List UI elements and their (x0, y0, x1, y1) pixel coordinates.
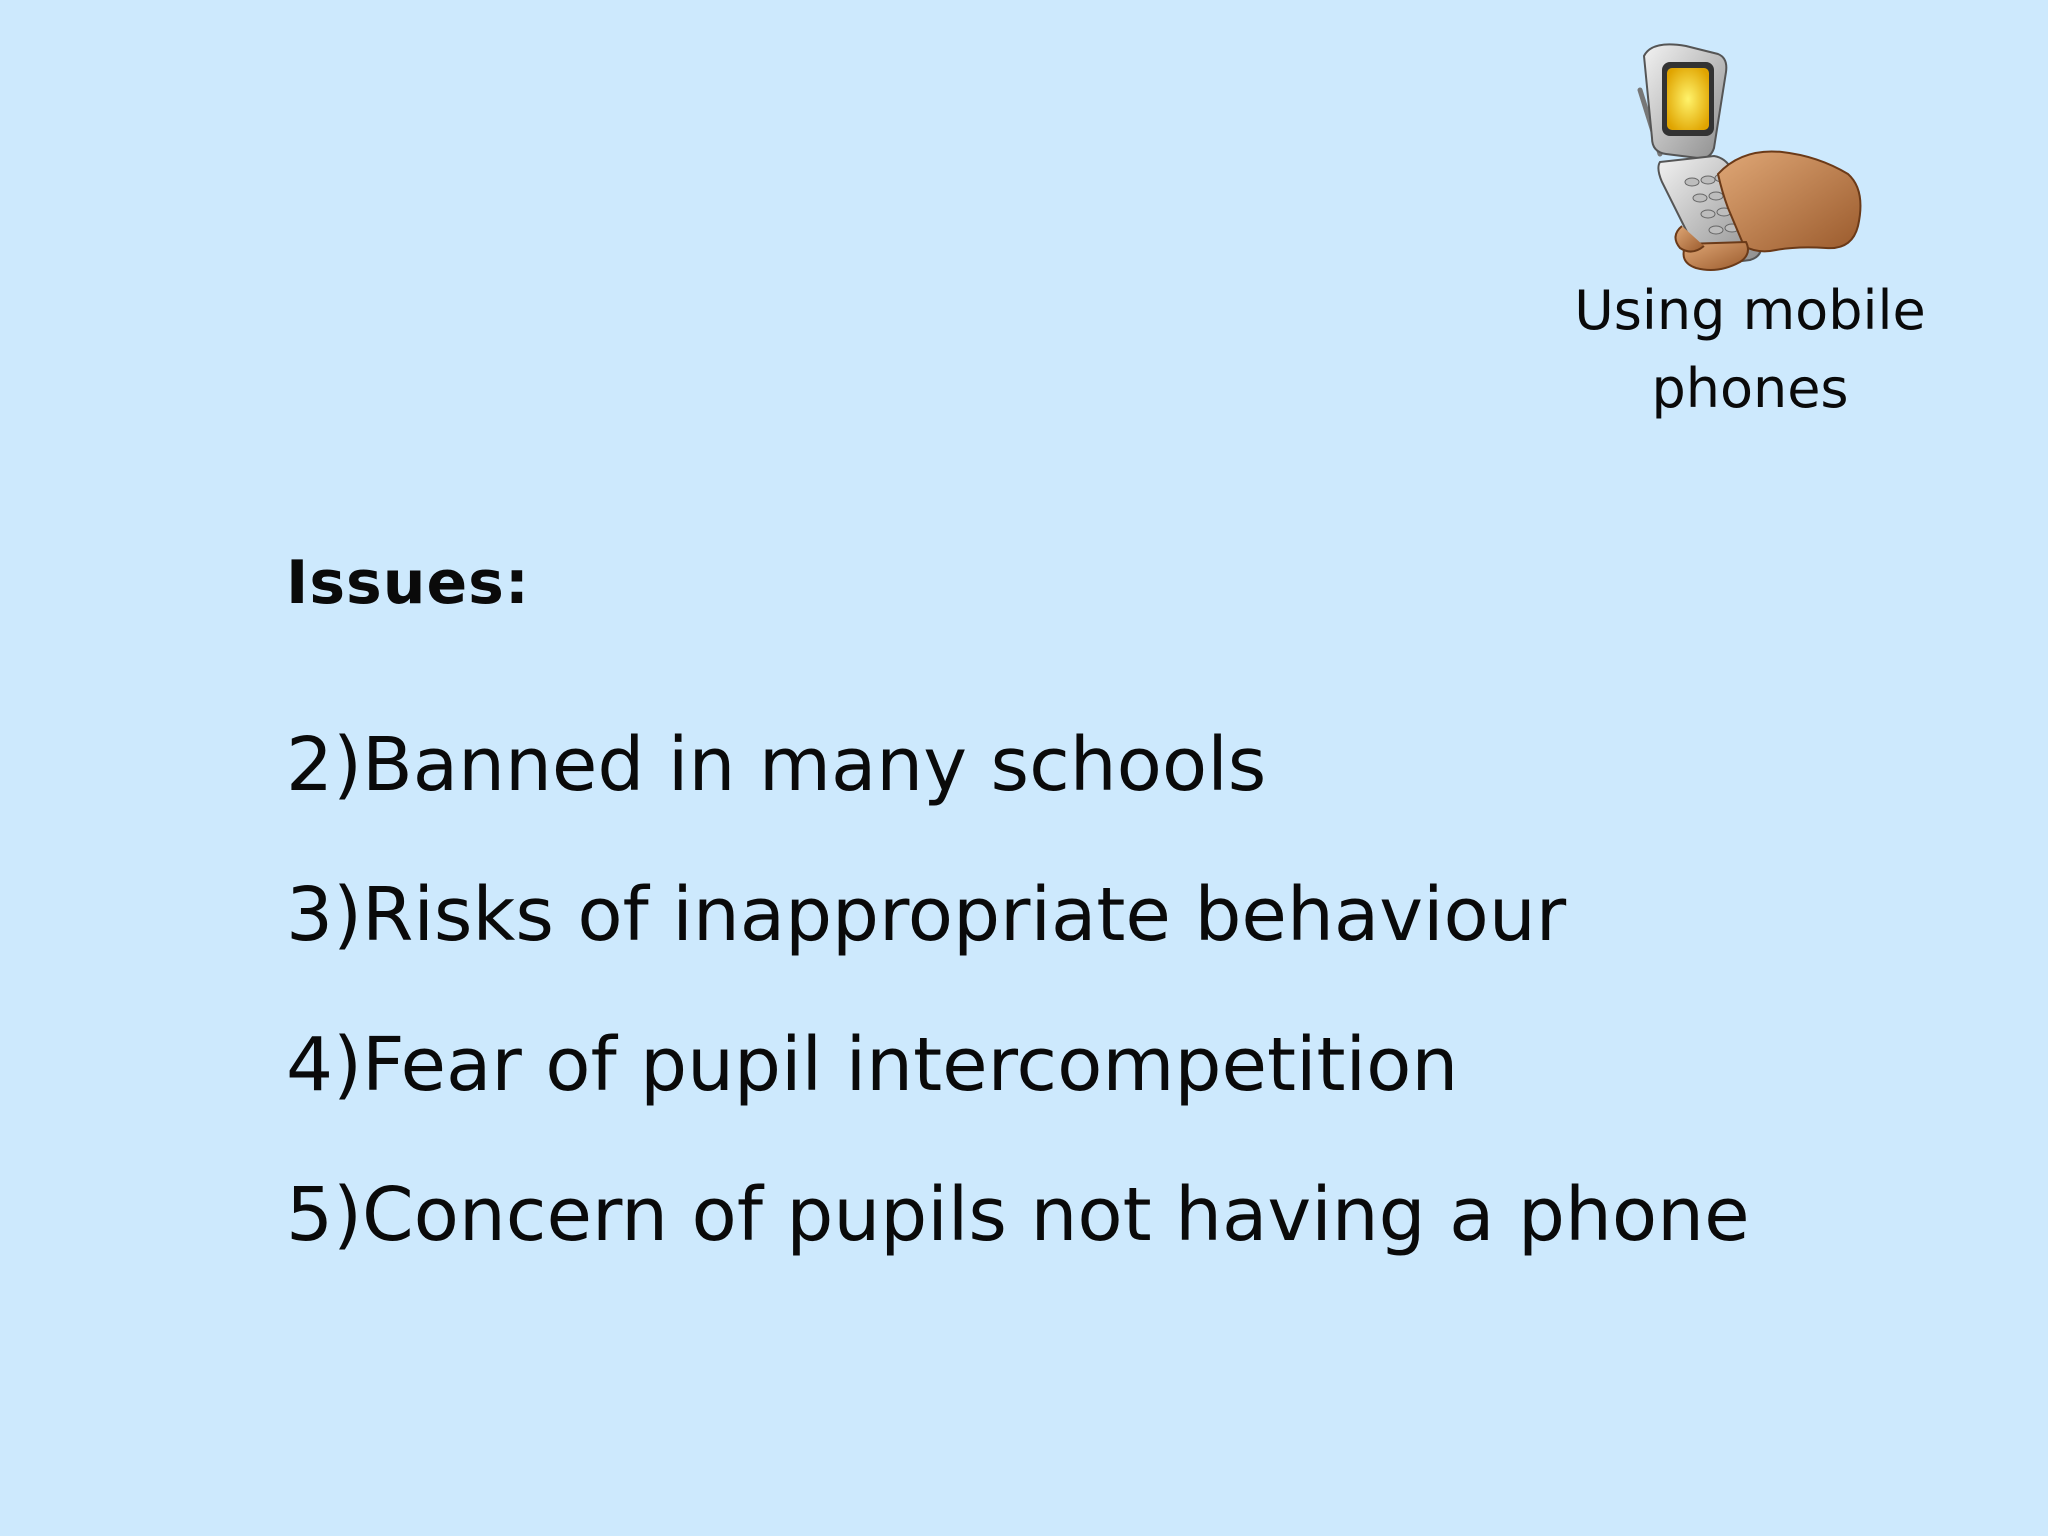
issues-list (286, 690, 1750, 1290)
list-item: 3)Risks of inappropriate behaviour (286, 872, 1567, 958)
issues-heading: Issues: (286, 548, 530, 618)
caption-line-2: phones (1651, 357, 1849, 420)
hand-holding-flip-phone-icon (1622, 36, 1862, 276)
caption-line-1: Using mobile (1574, 279, 1926, 342)
list-item: 4)Fear of pupil intercompetition (286, 1022, 1459, 1108)
list-item: 5)Concern of pupils not having a phone (286, 1172, 1750, 1258)
list-item: 2)Banned in many schools (286, 722, 1267, 808)
image-caption (1540, 272, 1960, 428)
